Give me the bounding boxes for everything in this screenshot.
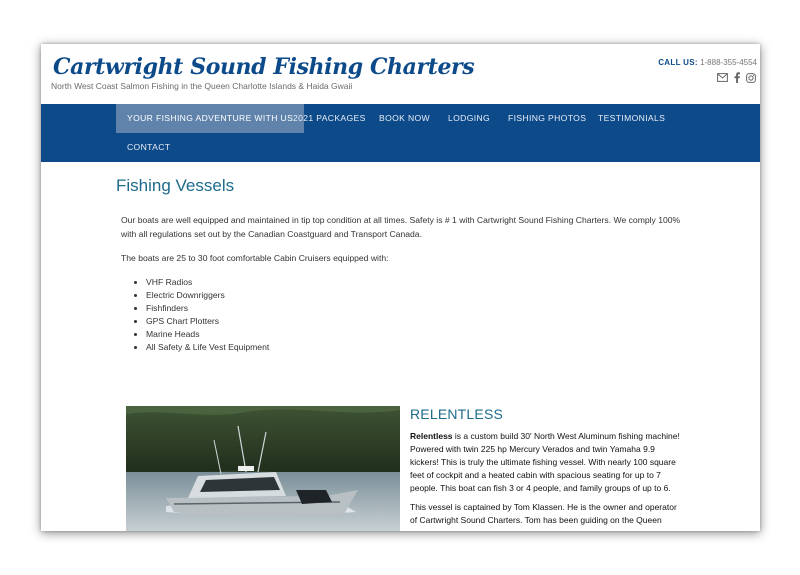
boat-title: RELENTLESS <box>410 406 504 422</box>
captain-paragraph: This vessel is captained by Tom Klassen. He is the owner and operator of Cartwright Sound Charters. Tom has been guiding on the Queen <box>410 502 677 525</box>
site-title[interactable]: Cartwright Sound Fishing Charters <box>53 54 475 80</box>
boat-photo <box>126 406 400 531</box>
nav-item-testimonials[interactable]: TESTIMONIALS <box>598 113 666 123</box>
list-item: • All Safety & Life Vest Equipment <box>146 341 269 354</box>
facebook-icon[interactable] <box>734 72 740 83</box>
envelope-icon[interactable] <box>717 73 728 82</box>
social-links <box>717 72 756 83</box>
boat-name: Relentless <box>410 431 453 441</box>
instagram-icon[interactable] <box>746 73 756 83</box>
list-item: • Electric Downriggers <box>146 289 269 302</box>
list-item: • Marine Heads <box>146 328 269 341</box>
nav-item-fishing-photos[interactable]: FISHING PHOTOS <box>508 113 587 123</box>
nav-item-contact[interactable]: CONTACT <box>127 142 171 152</box>
main-nav <box>41 104 760 162</box>
equipped-paragraph: The boats are 25 to 30 foot comfortable Cabin Cruisers equipped with: <box>121 253 389 263</box>
call-us-label: CALL US: <box>658 58 698 67</box>
intro-paragraph: Our boats are well equipped and maintained in tip top condition at all times. Safety is # 1 with Cartwright Sound Fishing Charters. We comply 100% with all regulations set out by the Canadian Coastguard and Transport Canada. <box>121 215 681 239</box>
main-content <box>41 162 760 531</box>
boat-description-text: is a custom build 30' North West Aluminum fishing machine! Powered with twin 225 hp Mercury Verados and twin Yamaha 9.9 kickers! This is truly the ultimate fishing vessel. With nearly 100 square feet of cockpit and a heated cabin with spacious seating for up to 7 people. This boat can fish 3 or 4 people, and family groups of up to 6. <box>410 431 680 493</box>
nav-item-book-now[interactable]: BOOK NOW <box>379 113 431 123</box>
list-item: • GPS Chart Plotters <box>146 315 269 328</box>
page-title: Fishing Vessels <box>116 176 235 195</box>
list-item: • VHF Radios <box>146 276 269 289</box>
equipment-list <box>136 276 269 354</box>
nav-item-lodging[interactable]: LODGING <box>448 113 491 123</box>
nav-item-your-fishing-adventure[interactable]: YOUR FISHING ADVENTURE WITH US <box>116 104 304 133</box>
list-item: • Fishfinders <box>146 302 269 315</box>
boat-description <box>410 430 685 495</box>
site-tagline: North West Coast Salmon Fishing in the Queen Charlotte Islands & Haida Gwaii <box>51 81 353 91</box>
phone-number[interactable]: 1-888-355-4554 <box>700 58 757 67</box>
call-us <box>658 58 757 67</box>
nav-item-2021-packages[interactable]: 2021 PACKAGES <box>293 113 366 123</box>
browser-page <box>41 44 760 531</box>
